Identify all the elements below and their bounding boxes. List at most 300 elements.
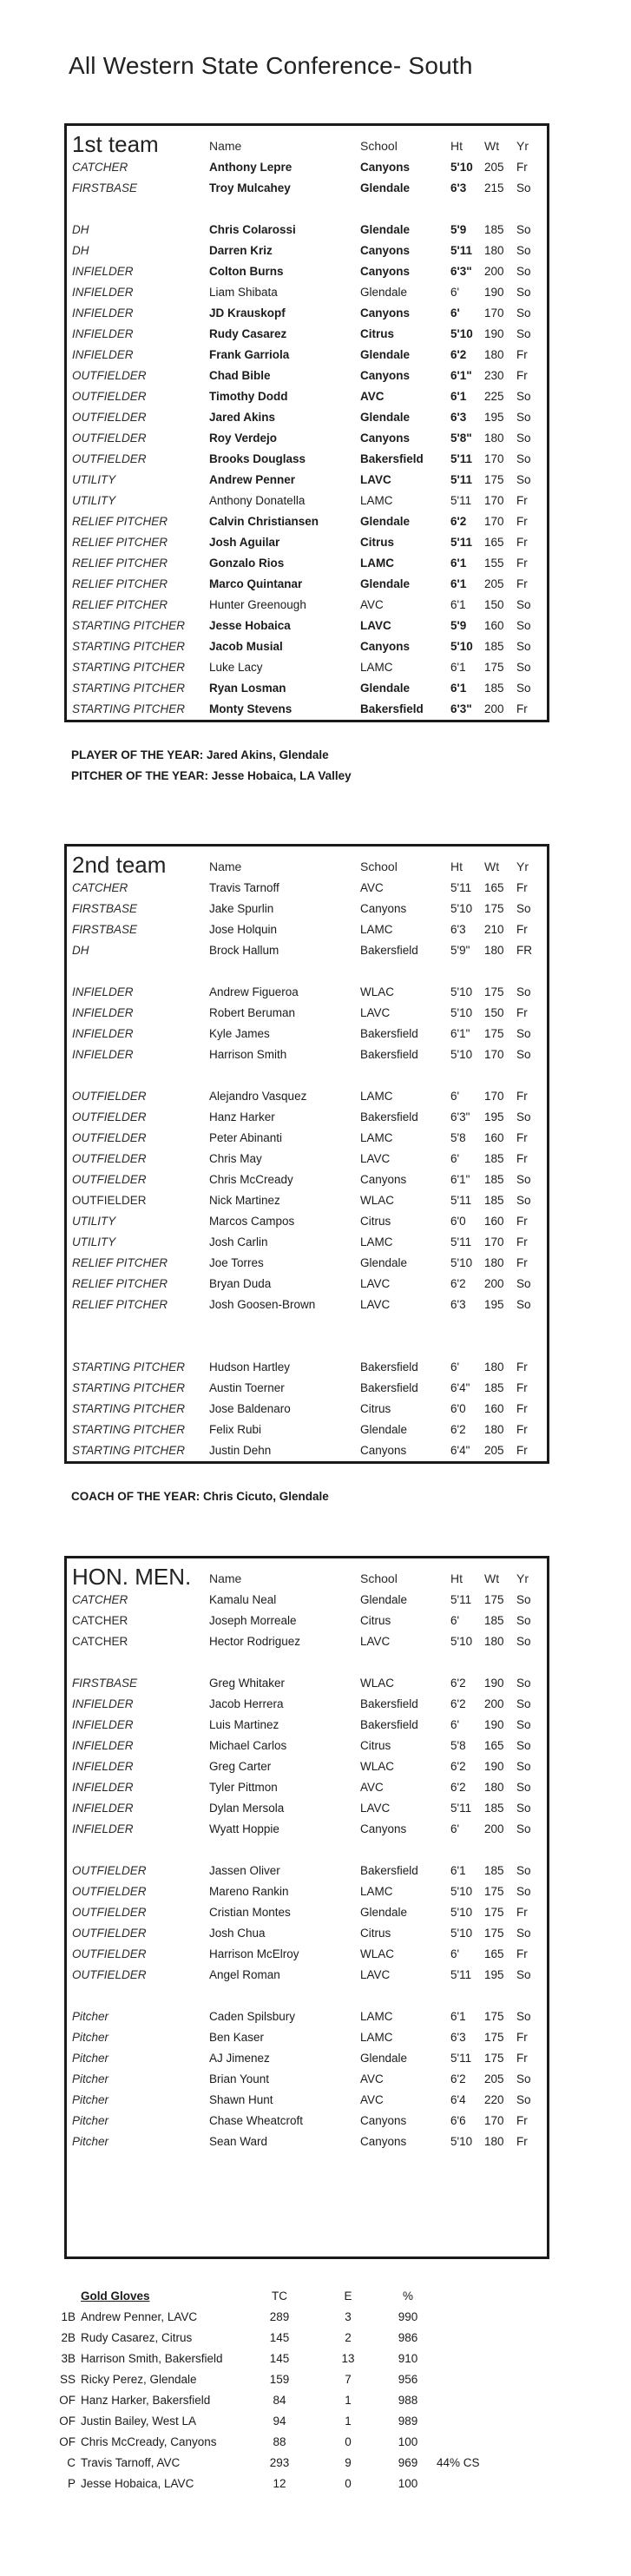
year-cell: So bbox=[516, 1593, 531, 1606]
year-cell: So bbox=[516, 1885, 531, 1898]
player-name-cell: Travis Tarnoff bbox=[209, 881, 279, 894]
position-cell: STARTING PITCHER bbox=[72, 640, 186, 653]
player-name-cell: Roy Verdejo bbox=[209, 432, 278, 445]
position-cell: STARTING PITCHER bbox=[72, 661, 186, 674]
column-header-wt: Wt bbox=[484, 860, 500, 873]
height-cell: 5'8 bbox=[450, 1739, 466, 1752]
year-cell: Fr bbox=[516, 369, 528, 382]
player-row bbox=[72, 1694, 547, 1715]
player-name-cell: Troy Mulcahey bbox=[209, 181, 291, 194]
errors-cell: 9 bbox=[345, 2456, 352, 2469]
school-cell: LAVC bbox=[360, 1006, 391, 1019]
position-cell: RELIEF PITCHER bbox=[72, 536, 168, 549]
position-cell: INFIELDER bbox=[72, 1027, 134, 1040]
school-cell: Bakersfield bbox=[360, 1110, 418, 1123]
weight-cell: 205 bbox=[484, 577, 504, 590]
player-name-cell: Caden Spilsbury bbox=[209, 2010, 296, 2023]
height-cell: 6'1 bbox=[450, 598, 466, 611]
gold-glove-row bbox=[48, 2390, 569, 2411]
player-name-cell: Chris Colarossi bbox=[209, 223, 296, 236]
column-header-name: Name bbox=[209, 139, 242, 153]
position-cell: Pitcher bbox=[72, 2093, 109, 2106]
school-cell: Bakersfield bbox=[360, 702, 424, 715]
fielding-pct-cell: 910 bbox=[398, 2352, 418, 2365]
year-cell: So bbox=[516, 1677, 531, 1690]
school-cell: Canyons bbox=[360, 1444, 407, 1457]
school-cell: AVC bbox=[360, 2072, 384, 2085]
player-name-cell: Andrew Penner, LAVC bbox=[81, 2310, 198, 2323]
player-row bbox=[72, 657, 547, 678]
weight-cell: 190 bbox=[484, 1718, 504, 1731]
year-cell: So bbox=[516, 1760, 531, 1773]
player-name-cell: Jose Baldenaro bbox=[209, 1402, 291, 1415]
player-name-cell: Harrison Smith bbox=[209, 1048, 287, 1061]
player-name-cell: Jacob Musial bbox=[209, 640, 283, 653]
gold-gloves-title: Gold Gloves bbox=[81, 2289, 150, 2303]
year-cell: So bbox=[516, 682, 531, 695]
player-row bbox=[72, 386, 547, 407]
position-cell: DH bbox=[72, 223, 89, 236]
player-row bbox=[72, 1253, 547, 1274]
weight-cell: 195 bbox=[484, 1298, 504, 1311]
player-row bbox=[72, 470, 547, 491]
position-cell: INFIELDER bbox=[72, 265, 134, 278]
player-row bbox=[72, 1024, 547, 1044]
position-cell: OUTFIELDER bbox=[72, 1947, 147, 1960]
weight-cell: 180 bbox=[484, 1423, 504, 1436]
position-cell: STARTING PITCHER bbox=[72, 702, 186, 715]
player-name-cell: Chris McCready, Canyons bbox=[81, 2435, 217, 2448]
fielding-pct-cell: 988 bbox=[398, 2394, 418, 2407]
player-row bbox=[72, 2048, 547, 2069]
total-chances-cell: 145 bbox=[269, 2331, 290, 2344]
weight-cell: 195 bbox=[484, 411, 504, 424]
player-row bbox=[72, 919, 547, 940]
player-name-cell: Greg Whitaker bbox=[209, 1677, 286, 1690]
player-name-cell: Mareno Rankin bbox=[209, 1885, 289, 1898]
school-cell: Citrus bbox=[360, 1927, 391, 1940]
year-cell: Fr bbox=[516, 1152, 528, 1165]
year-cell: So bbox=[516, 640, 531, 653]
weight-cell: 180 bbox=[484, 244, 504, 257]
height-cell: 5'10 bbox=[450, 327, 473, 340]
school-cell: LAMC bbox=[360, 494, 393, 507]
year-cell: Fr bbox=[516, 1215, 528, 1228]
weight-cell: 180 bbox=[484, 432, 504, 445]
school-cell: Glendale bbox=[360, 223, 411, 236]
player-name-cell: Tyler Pittmon bbox=[209, 1781, 278, 1794]
year-cell: FR bbox=[516, 944, 532, 957]
weight-cell: 190 bbox=[484, 1760, 504, 1773]
position-cell: RELIEF PITCHER bbox=[72, 598, 168, 611]
year-cell: So bbox=[516, 181, 531, 194]
weight-cell: 155 bbox=[484, 557, 504, 570]
player-row bbox=[72, 636, 547, 657]
total-chances-cell: 84 bbox=[273, 2394, 286, 2407]
school-cell: WLAC bbox=[360, 1194, 395, 1207]
year-cell: So bbox=[516, 1298, 531, 1311]
position-cell: INFIELDER bbox=[72, 1781, 134, 1794]
player-name-cell: Wyatt Hoppie bbox=[209, 1822, 279, 1835]
school-cell: Glendale bbox=[360, 515, 411, 528]
school-cell: Citrus bbox=[360, 327, 395, 340]
height-cell: 5'11 bbox=[450, 452, 472, 465]
player-name-cell: Jesse Hobaica, LAVC bbox=[81, 2477, 194, 2490]
school-cell: LAVC bbox=[360, 1802, 391, 1815]
position-cell: Pitcher bbox=[72, 2135, 109, 2148]
year-cell: Fr bbox=[516, 1381, 528, 1394]
year-cell: Fr bbox=[516, 2114, 528, 2127]
position-cell: OUTFIELDER bbox=[72, 390, 147, 403]
player-row bbox=[72, 1590, 547, 1611]
spacer-row bbox=[72, 1315, 547, 1336]
height-cell: 5'11 bbox=[450, 473, 472, 486]
position-cell: INFIELDER bbox=[72, 348, 134, 361]
weight-cell: 175 bbox=[484, 902, 504, 915]
position-cell: OUTFIELDER bbox=[72, 1110, 147, 1123]
player-name-cell: Darren Kriz bbox=[209, 244, 273, 257]
column-header-name: Name bbox=[209, 1571, 242, 1585]
year-cell: Fr bbox=[516, 1360, 528, 1374]
second-team-rows bbox=[72, 878, 547, 1461]
second-team-header-row bbox=[72, 848, 547, 878]
weight-cell: 175 bbox=[484, 1906, 504, 1919]
gold-glove-row bbox=[48, 2453, 569, 2474]
position-cell: INFIELDER bbox=[72, 1802, 134, 1815]
weight-cell: 190 bbox=[484, 286, 504, 299]
position-cell: Pitcher bbox=[72, 2052, 109, 2065]
total-chances-cell: 88 bbox=[273, 2435, 286, 2448]
year-cell: So bbox=[516, 1027, 531, 1040]
school-cell: Glendale bbox=[360, 411, 411, 424]
year-cell: Fr bbox=[516, 1402, 528, 1415]
honorable-mention-header-row bbox=[72, 1560, 547, 1590]
player-name-cell: Anthony Lepre bbox=[209, 161, 292, 174]
weight-cell: 190 bbox=[484, 1677, 504, 1690]
year-cell: So bbox=[516, 1864, 531, 1877]
weight-cell: 180 bbox=[484, 348, 504, 361]
position-cell: OUTFIELDER bbox=[72, 432, 147, 445]
team-section-title: 2nd team bbox=[72, 852, 167, 878]
gold-gloves-header-row bbox=[48, 2286, 569, 2307]
player-row bbox=[72, 940, 547, 961]
player-row bbox=[72, 616, 547, 636]
year-cell: So bbox=[516, 902, 531, 915]
height-cell: 6' bbox=[450, 1152, 460, 1165]
player-row bbox=[72, 220, 547, 240]
position-cell: STARTING PITCHER bbox=[72, 619, 186, 632]
year-cell: So bbox=[516, 598, 531, 611]
weight-cell: 220 bbox=[484, 2093, 504, 2106]
school-cell: LAMC bbox=[360, 1090, 393, 1103]
player-row bbox=[72, 1715, 547, 1736]
player-name-cell: Chad Bible bbox=[209, 369, 271, 382]
player-name-cell: AJ Jimenez bbox=[209, 2052, 270, 2065]
column-header-tc: TC bbox=[272, 2289, 287, 2303]
position-cell: RELIEF PITCHER bbox=[72, 1298, 168, 1311]
position-cell: CATCHER bbox=[72, 881, 128, 894]
height-cell: 6'0 bbox=[450, 1215, 466, 1228]
player-name-cell: Sean Ward bbox=[209, 2135, 268, 2148]
weight-cell: 170 bbox=[484, 494, 504, 507]
year-cell: Fr bbox=[516, 702, 528, 715]
player-row bbox=[72, 1440, 547, 1461]
height-cell: 5'10 bbox=[450, 902, 473, 915]
column-header-yr: Yr bbox=[516, 139, 529, 153]
player-row bbox=[72, 1673, 547, 1694]
first-team-table bbox=[64, 123, 549, 722]
first-team-header-row bbox=[72, 128, 547, 157]
player-name-cell: Andrew Figueroa bbox=[209, 985, 299, 998]
year-cell: So bbox=[516, 661, 531, 674]
player-name-cell: Nick Martinez bbox=[209, 1194, 280, 1207]
player-name-cell: Felix Rubi bbox=[209, 1423, 262, 1436]
year-cell: Fr bbox=[516, 923, 528, 936]
player-name-cell: Colton Burns bbox=[209, 265, 284, 278]
position-cell: RELIEF PITCHER bbox=[72, 1256, 168, 1269]
player-row bbox=[72, 1902, 547, 1923]
height-cell: 6' bbox=[450, 1718, 460, 1731]
player-name-cell: Cristian Montes bbox=[209, 1906, 291, 1919]
weight-cell: 150 bbox=[484, 1006, 504, 1019]
school-cell: Glendale bbox=[360, 181, 411, 194]
weight-cell: 185 bbox=[484, 1864, 504, 1877]
player-name-cell: Angel Roman bbox=[209, 1968, 280, 1981]
player-name-cell: Brian Yount bbox=[209, 2072, 270, 2085]
height-cell: 5'10 bbox=[450, 2135, 473, 2148]
school-cell: Glendale bbox=[360, 2052, 408, 2065]
height-cell: 6' bbox=[450, 1614, 460, 1627]
column-header-yr: Yr bbox=[516, 1571, 529, 1585]
honorable-mention-table bbox=[64, 1556, 549, 2259]
position-cell: P bbox=[67, 2477, 76, 2490]
height-cell: 5'11 bbox=[450, 494, 472, 507]
player-row bbox=[72, 261, 547, 282]
height-cell: 6'3 bbox=[450, 181, 467, 194]
height-cell: 5'10 bbox=[450, 1048, 473, 1061]
spacer-row bbox=[72, 1336, 547, 1357]
height-cell: 6'1" bbox=[450, 1173, 470, 1186]
player-row bbox=[72, 240, 547, 261]
column-header-wt: Wt bbox=[484, 139, 500, 153]
weight-cell: 225 bbox=[484, 390, 504, 403]
year-cell: Fr bbox=[516, 1906, 528, 1919]
note-cell bbox=[430, 2307, 569, 2328]
school-cell: Bakersfield bbox=[360, 1697, 418, 1710]
school-cell: Glendale bbox=[360, 1423, 408, 1436]
position-cell: STARTING PITCHER bbox=[72, 682, 186, 695]
school-cell: WLAC bbox=[360, 1677, 395, 1690]
year-cell: So bbox=[516, 619, 531, 632]
spacer-row bbox=[72, 1065, 547, 1086]
player-row bbox=[72, 449, 547, 470]
year-cell: So bbox=[516, 306, 531, 320]
player-row bbox=[72, 2111, 547, 2131]
school-cell: LAVC bbox=[360, 473, 391, 486]
player-name-cell: Jacob Herrera bbox=[209, 1697, 284, 1710]
position-cell: 1B bbox=[61, 2310, 76, 2323]
player-name-cell: Joseph Morreale bbox=[209, 1614, 297, 1627]
errors-cell: 0 bbox=[345, 2477, 352, 2490]
player-row bbox=[72, 595, 547, 616]
weight-cell: 205 bbox=[484, 161, 504, 174]
spacer-cell bbox=[430, 2286, 569, 2307]
height-cell: 5'9" bbox=[450, 944, 470, 957]
year-cell: Fr bbox=[516, 515, 528, 528]
height-cell: 6' bbox=[450, 286, 460, 299]
height-cell: 6'1" bbox=[450, 1027, 470, 1040]
gold-glove-row bbox=[48, 2369, 569, 2390]
player-row bbox=[72, 1798, 547, 1819]
school-cell: Glendale bbox=[360, 348, 411, 361]
position-cell: RELIEF PITCHER bbox=[72, 577, 168, 590]
weight-cell: 180 bbox=[484, 1635, 504, 1648]
weight-cell: 180 bbox=[484, 1256, 504, 1269]
position-cell: Pitcher bbox=[72, 2072, 109, 2085]
year-cell: So bbox=[516, 390, 531, 403]
player-name-cell: Dylan Mersola bbox=[209, 1802, 285, 1815]
position-cell: Pitcher bbox=[72, 2031, 109, 2044]
position-cell: Pitcher bbox=[72, 2114, 109, 2127]
school-cell: WLAC bbox=[360, 1760, 395, 1773]
weight-cell: 170 bbox=[484, 1048, 504, 1061]
school-cell: Bakersfield bbox=[360, 1864, 418, 1877]
year-cell: Fr bbox=[516, 881, 528, 894]
school-cell: LAVC bbox=[360, 1152, 391, 1165]
year-cell: So bbox=[516, 1697, 531, 1710]
player-row bbox=[72, 2131, 547, 2152]
school-cell: Canyons bbox=[360, 902, 407, 915]
column-header-school: School bbox=[360, 860, 398, 873]
player-row bbox=[72, 1756, 547, 1777]
errors-cell: 3 bbox=[345, 2310, 352, 2323]
fielding-pct-cell: 100 bbox=[398, 2477, 418, 2490]
position-cell: CATCHER bbox=[72, 161, 128, 174]
player-row bbox=[72, 2090, 547, 2111]
height-cell: 5'10 bbox=[450, 1256, 473, 1269]
weight-cell: 185 bbox=[484, 1802, 504, 1815]
height-cell: 6' bbox=[450, 1947, 460, 1960]
note-cell bbox=[430, 2349, 569, 2369]
height-cell: 6'3" bbox=[450, 702, 472, 715]
spacer-row bbox=[72, 2152, 547, 2173]
note-cell: 44% CS bbox=[437, 2456, 480, 2469]
column-header-e: E bbox=[344, 2289, 352, 2303]
school-cell: Citrus bbox=[360, 1402, 391, 1415]
school-cell: LAMC bbox=[360, 1885, 393, 1898]
weight-cell: 205 bbox=[484, 1444, 504, 1457]
note-cell bbox=[430, 2390, 569, 2411]
spacer-row bbox=[72, 2236, 547, 2256]
position-cell: INFIELDER bbox=[72, 1718, 134, 1731]
year-cell: Fr bbox=[516, 1006, 528, 1019]
school-cell: Glendale bbox=[360, 286, 408, 299]
player-name-cell: Marco Quintanar bbox=[209, 577, 303, 590]
school-cell: Canyons bbox=[360, 1822, 407, 1835]
year-cell: So bbox=[516, 985, 531, 998]
player-row bbox=[72, 532, 547, 553]
weight-cell: 200 bbox=[484, 1697, 504, 1710]
fielding-pct-cell: 989 bbox=[398, 2415, 418, 2428]
player-row bbox=[72, 1736, 547, 1756]
school-cell: Canyons bbox=[360, 432, 411, 445]
note-cell bbox=[430, 2411, 569, 2432]
errors-cell: 1 bbox=[345, 2394, 352, 2407]
player-row bbox=[72, 1107, 547, 1128]
height-cell: 6'2 bbox=[450, 1781, 466, 1794]
height-cell: 6'2 bbox=[450, 1697, 466, 1710]
player-name-cell: Calvin Christiansen bbox=[209, 515, 319, 528]
player-row bbox=[72, 982, 547, 1003]
height-cell: 5'9 bbox=[450, 619, 467, 632]
weight-cell: 185 bbox=[484, 1173, 504, 1186]
year-cell: So bbox=[516, 1110, 531, 1123]
height-cell: 6'3 bbox=[450, 2031, 466, 2044]
year-cell: Fr bbox=[516, 1131, 528, 1144]
school-cell: WLAC bbox=[360, 1947, 395, 1960]
height-cell: 6'1 bbox=[450, 2010, 466, 2023]
position-cell: OUTFIELDER bbox=[72, 1885, 147, 1898]
position-cell: STARTING PITCHER bbox=[72, 1360, 186, 1374]
height-cell: 5'11 bbox=[450, 1802, 472, 1815]
player-row bbox=[72, 1944, 547, 1965]
school-cell: Glendale bbox=[360, 577, 411, 590]
player-name-cell: Robert Beruman bbox=[209, 1006, 296, 1019]
position-cell: OUTFIELDER bbox=[72, 1090, 147, 1103]
fielding-pct-cell: 100 bbox=[398, 2435, 418, 2448]
weight-cell: 165 bbox=[484, 1739, 504, 1752]
spacer-row bbox=[72, 2215, 547, 2236]
school-cell: Canyons bbox=[360, 306, 411, 320]
position-cell: INFIELDER bbox=[72, 1006, 134, 1019]
column-header-ht: Ht bbox=[450, 1571, 463, 1585]
school-cell: Bakersfield bbox=[360, 1718, 418, 1731]
school-cell: Citrus bbox=[360, 1614, 391, 1627]
player-row bbox=[72, 324, 547, 345]
spacer-row bbox=[72, 961, 547, 982]
column-header-wt: Wt bbox=[484, 1571, 500, 1585]
weight-cell: 170 bbox=[484, 515, 504, 528]
year-cell: So bbox=[516, 2072, 531, 2085]
page-title: All Western State Conference- South bbox=[69, 52, 473, 79]
weight-cell: 185 bbox=[484, 1152, 504, 1165]
player-name-cell: Jose Holquin bbox=[209, 923, 278, 936]
position-cell: DH bbox=[72, 944, 89, 957]
player-row bbox=[72, 303, 547, 324]
column-header-school: School bbox=[360, 139, 398, 153]
player-row bbox=[72, 1420, 547, 1440]
player-name-cell: Peter Abinanti bbox=[209, 1131, 283, 1144]
school-cell: Canyons bbox=[360, 244, 411, 257]
height-cell: 6'2 bbox=[450, 1277, 466, 1290]
player-name-cell: Shawn Hunt bbox=[209, 2093, 273, 2106]
player-row bbox=[72, 1923, 547, 1944]
player-name-cell: Chris May bbox=[209, 1152, 262, 1165]
player-name-cell: Ricky Perez, Glendale bbox=[81, 2373, 197, 2386]
height-cell: 6'4" bbox=[450, 1444, 470, 1457]
year-cell: Fr bbox=[516, 1423, 528, 1436]
player-name-cell: Kyle James bbox=[209, 1027, 270, 1040]
school-cell: LAMC bbox=[360, 1235, 393, 1248]
gold-gloves-table bbox=[48, 2286, 569, 2494]
note-cell bbox=[430, 2474, 569, 2494]
player-name-cell: Jake Spurlin bbox=[209, 902, 274, 915]
fielding-pct-cell: 969 bbox=[398, 2456, 418, 2469]
position-cell: CATCHER bbox=[72, 1593, 128, 1606]
player-name-cell: Marcos Campos bbox=[209, 1215, 295, 1228]
player-name-cell: Hunter Greenough bbox=[209, 598, 306, 611]
gold-glove-row bbox=[48, 2411, 569, 2432]
